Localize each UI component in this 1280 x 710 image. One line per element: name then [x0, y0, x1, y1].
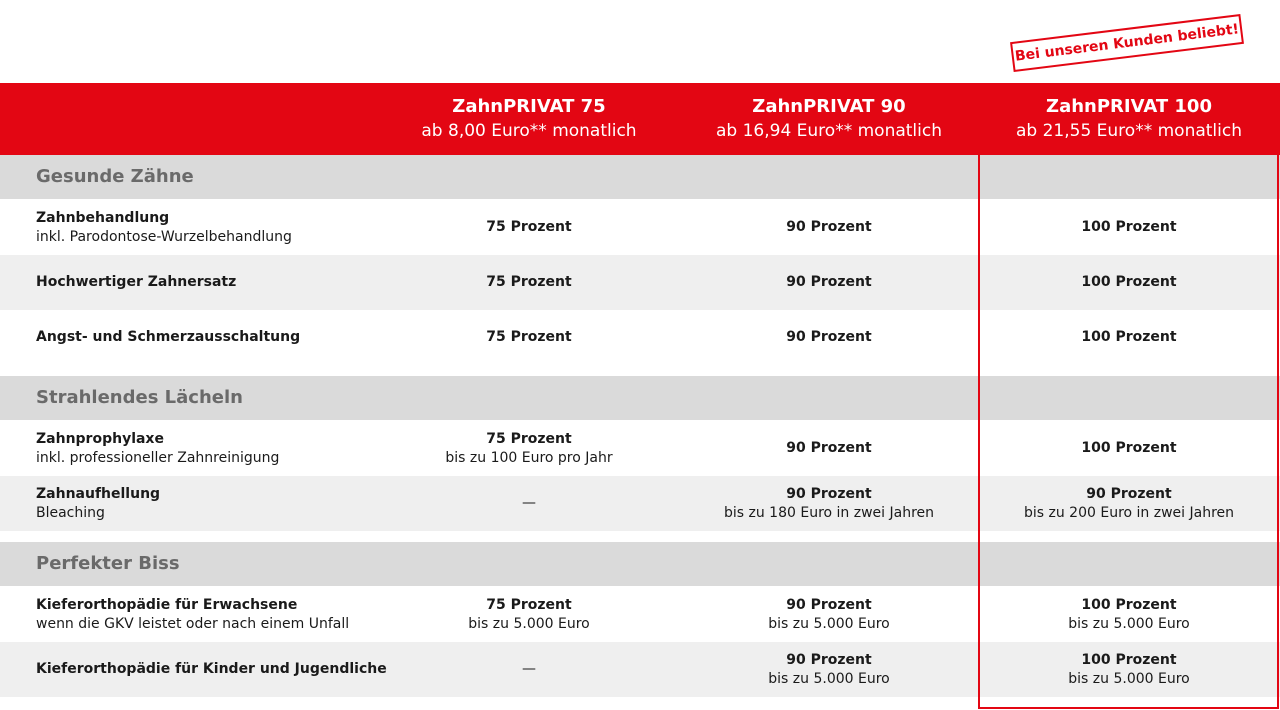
- cell-sub: bis zu 5.000 Euro: [1068, 670, 1190, 687]
- cell-75: [379, 642, 679, 697]
- row-label-main: Kieferorthopädie für Kinder und Jugendliche: [36, 661, 387, 677]
- section-strahlendes-laecheln: [0, 376, 1280, 420]
- row-label-sub: Bleaching: [36, 504, 105, 521]
- table-row: [0, 255, 1280, 310]
- row-label: [36, 642, 416, 697]
- section-title: Gesunde Zähne: [36, 166, 194, 187]
- row-label-main: Angst- und Schmerzausschaltung: [36, 329, 301, 345]
- cell-100: [979, 587, 1279, 642]
- section-perfekter-biss: [0, 542, 1280, 586]
- table-row: [0, 200, 1280, 255]
- cell-sub: bis zu 180 Euro in zwei Jahren: [723, 504, 935, 521]
- cell-value: 90 Prozent: [1086, 485, 1172, 502]
- cell-90: [679, 200, 979, 255]
- table-row: [0, 587, 1280, 642]
- plan-price: ab 21,55 Euro** monatlich: [1015, 121, 1242, 141]
- row-label-sub: inkl. professioneller Zahnreinigung: [36, 449, 280, 466]
- plan-price: ab 16,94 Euro** monatlich: [715, 121, 942, 141]
- table-row: [0, 642, 1280, 697]
- plan-name: ZahnPRIVAT 75: [452, 96, 606, 117]
- plan-price: ab 8,00 Euro** monatlich: [421, 121, 637, 141]
- cell-sub: bis zu 5.000 Euro: [768, 615, 890, 632]
- row-label-sub: wenn die GKV leistet oder nach einem Unfall: [36, 615, 350, 632]
- cell-90: [679, 476, 979, 531]
- row-label-main: Zahnprophylaxe: [36, 430, 164, 447]
- cell-90: [679, 255, 979, 310]
- cell-90: [679, 642, 979, 697]
- row-label-main: Hochwertiger Zahnersatz: [36, 274, 237, 290]
- cell-value: 90 Prozent: [786, 485, 872, 502]
- row-label: [36, 476, 416, 531]
- cell-value: 75 Prozent: [486, 430, 572, 447]
- cell-value: 100 Prozent: [1081, 219, 1177, 235]
- table-row: [0, 421, 1280, 476]
- row-label-main: Kieferorthopädie für Erwachsene: [36, 596, 298, 613]
- cell-90: [679, 587, 979, 642]
- plan-header-100: [979, 83, 1279, 155]
- plans-header: [0, 83, 1280, 155]
- table-row: [0, 310, 1280, 365]
- cell-value: 90 Prozent: [786, 596, 872, 613]
- plan-name: ZahnPRIVAT 90: [752, 96, 906, 117]
- cell-value: 100 Prozent: [1081, 651, 1177, 668]
- cell-75: [379, 476, 679, 531]
- plan-header-75: [379, 83, 679, 155]
- cell-value-dash: —: [522, 661, 536, 677]
- cell-75: [379, 421, 679, 476]
- cell-sub: bis zu 100 Euro pro Jahr: [445, 449, 613, 466]
- row-label-main: Zahnbehandlung: [36, 209, 170, 226]
- cell-100: [979, 476, 1279, 531]
- row-label: [36, 200, 416, 255]
- popular-badge: Bei unseren Kunden beliebt!: [1010, 14, 1244, 72]
- cell-value: 100 Prozent: [1081, 440, 1177, 456]
- row-label: [36, 587, 416, 642]
- plan-header-90: [679, 83, 979, 155]
- cell-value: 90 Prozent: [786, 440, 872, 456]
- table-row: [0, 476, 1280, 531]
- cell-value: 100 Prozent: [1081, 596, 1177, 613]
- cell-sub: bis zu 5.000 Euro: [468, 615, 590, 632]
- cell-value: 100 Prozent: [1081, 329, 1177, 345]
- cell-value: 75 Prozent: [486, 274, 572, 290]
- row-label-sub: inkl. Parodontose-Wurzelbehandlung: [36, 228, 292, 245]
- cell-75: [379, 200, 679, 255]
- row-label-main: Zahnaufhellung: [36, 485, 161, 502]
- cell-90: [679, 421, 979, 476]
- cell-100: [979, 310, 1279, 365]
- cell-sub: bis zu 200 Euro in zwei Jahren: [1023, 504, 1235, 521]
- row-label: [36, 310, 416, 365]
- cell-75: [379, 310, 679, 365]
- plan-name: ZahnPRIVAT 100: [1046, 96, 1212, 117]
- cell-100: [979, 642, 1279, 697]
- cell-sub: bis zu 5.000 Euro: [768, 670, 890, 687]
- cell-value: 75 Prozent: [486, 219, 572, 235]
- cell-value: 75 Prozent: [486, 329, 572, 345]
- cell-value-dash: —: [522, 495, 536, 511]
- section-title: Perfekter Biss: [36, 553, 180, 574]
- cell-value: 75 Prozent: [486, 596, 572, 613]
- cell-value: 90 Prozent: [786, 219, 872, 235]
- cell-90: [679, 310, 979, 365]
- cell-75: [379, 255, 679, 310]
- row-label: [36, 421, 416, 476]
- cell-value: 90 Prozent: [786, 651, 872, 668]
- row-label: [36, 255, 416, 310]
- cell-100: [979, 421, 1279, 476]
- cell-value: 90 Prozent: [786, 274, 872, 290]
- cell-100: [979, 255, 1279, 310]
- cell-sub: bis zu 5.000 Euro: [1068, 615, 1190, 632]
- cell-75: [379, 587, 679, 642]
- cell-100: [979, 200, 1279, 255]
- cell-value: 100 Prozent: [1081, 274, 1177, 290]
- section-title: Strahlendes Lächeln: [36, 387, 243, 408]
- cell-value: 90 Prozent: [786, 329, 872, 345]
- section-gesunde-zaehne: [0, 155, 1280, 199]
